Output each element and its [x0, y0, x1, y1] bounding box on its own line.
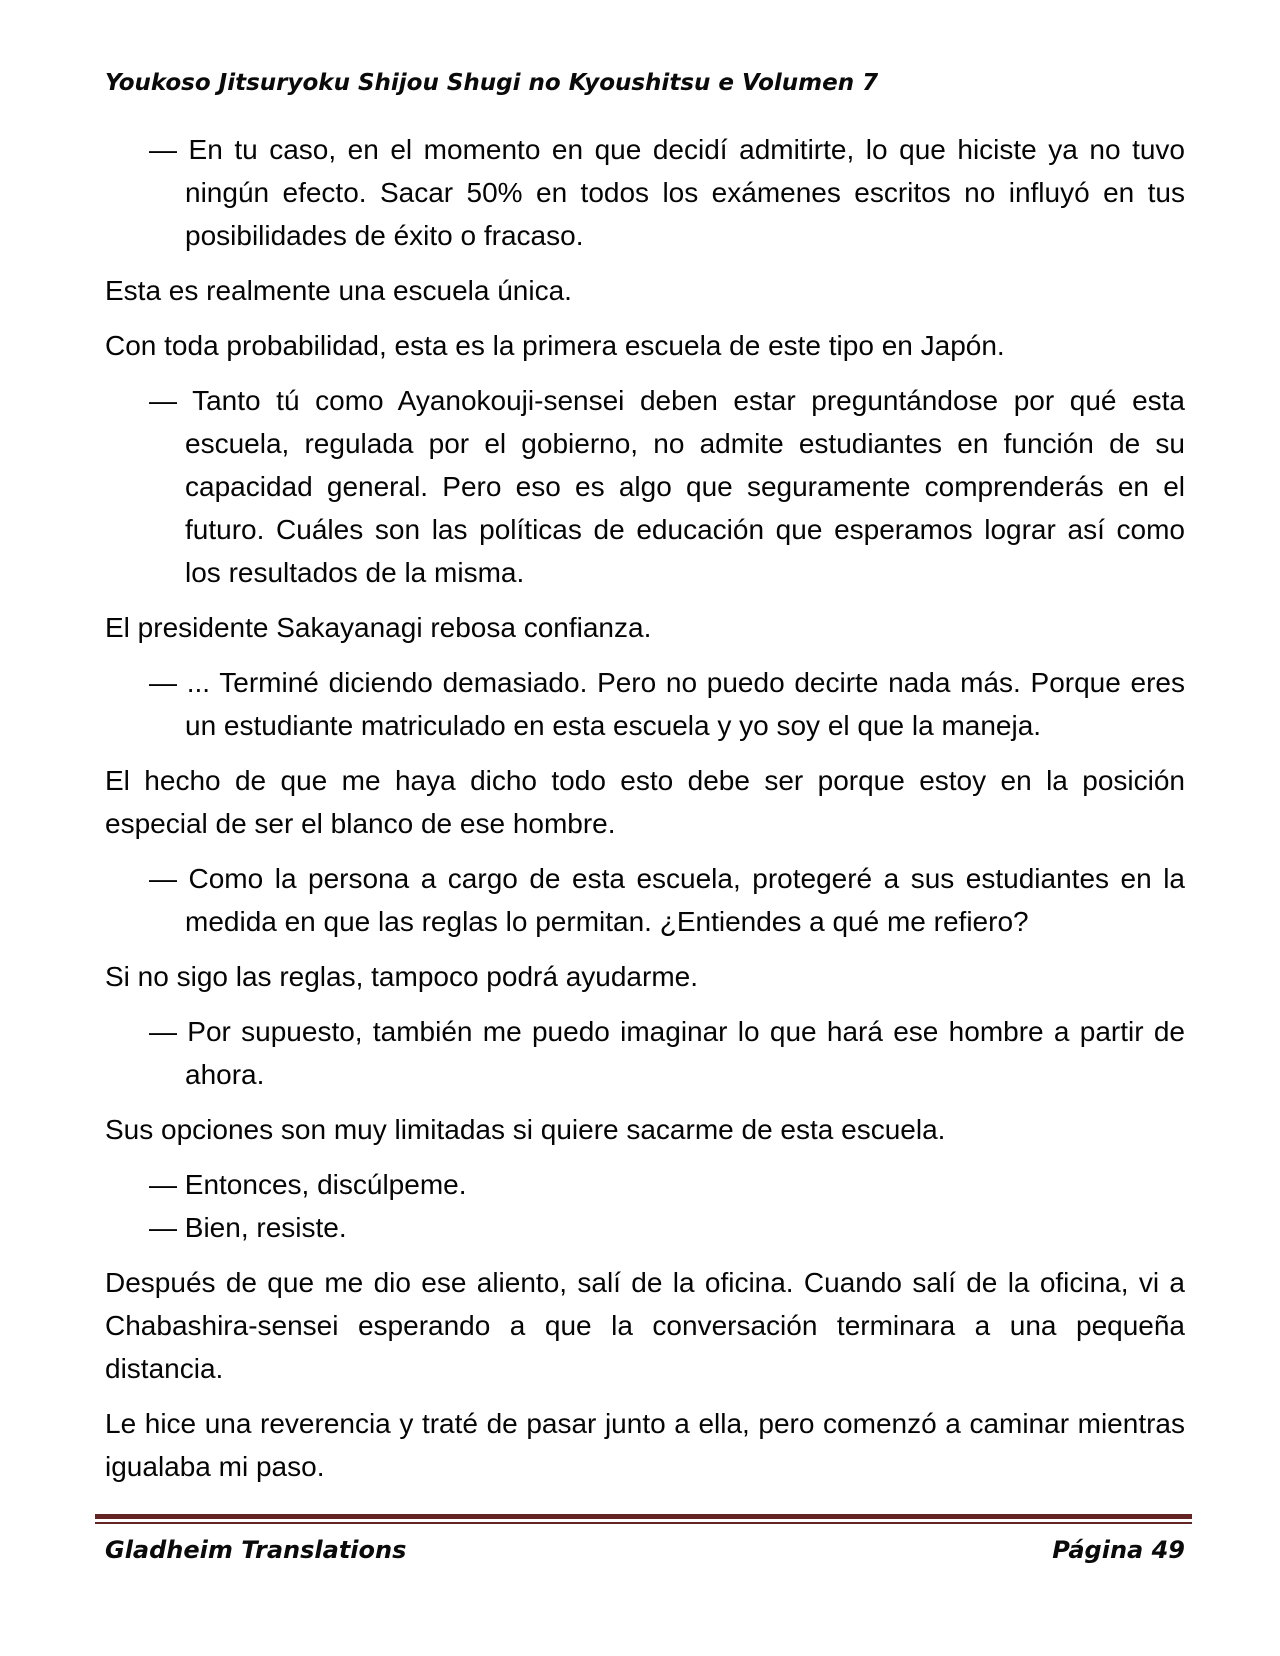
narration-paragraph: El presidente Sakayanagi rebosa confianza.: [105, 612, 652, 643]
page-body: [105, 128, 1185, 1500]
footer-divider-rule: [95, 1514, 1192, 1524]
narration-paragraph: Le hice una reverencia y traté de pasar junto a ella, pero comenzó a caminar mientras igualaba mi paso.: [105, 1408, 1185, 1482]
narration-paragraph: Con toda probabilidad, esta es la primera escuela de este tipo en Japón.: [105, 330, 1005, 361]
dialogue-line: — Entonces, discúlpeme.: [149, 1169, 467, 1200]
narration-paragraph: Si no sigo las reglas, tampoco podrá ayudarme.: [105, 961, 698, 992]
narration-paragraph: El hecho de que me haya dicho todo esto debe ser porque estoy en la posición especial de ser el blanco de ese hombre.: [105, 765, 1185, 839]
dialogue-paragraph: — Por supuesto, también me puedo imaginar lo que hará ese hombre a partir de ahora.: [149, 1016, 1185, 1090]
page-footer: [105, 1536, 1185, 1564]
dialogue-paragraph: — Como la persona a cargo de esta escuela, protegeré a sus estudiantes en la medida en que las reglas lo permitan. ¿Entiendes a qué me refiero?: [149, 863, 1185, 937]
dialogue-paragraph: — Tanto tú como Ayanokouji-sensei deben estar preguntándose por qué esta escuela, regulada por el gobierno, no admite estudiantes en función de su capacidad general. Pero eso es algo que seguramente comprenderás en el futuro. Cuáles son las políticas de educación que esperamos lograr así como los resultados de la misma.: [149, 385, 1185, 588]
dialogue-paragraph: — ... Terminé diciendo demasiado. Pero no puedo decirte nada más. Porque eres un estudiante matriculado en esta escuela y yo soy el que la maneja.: [149, 667, 1185, 741]
dialogue-line: — Bien, resiste.: [149, 1212, 347, 1243]
narration-paragraph: Después de que me dio ese aliento, salí de la oficina. Cuando salí de la oficina, vi a Chabashira-sensei esperando a que la conversación terminara a una pequeña distancia.: [105, 1267, 1185, 1384]
footer-page-number: Página 49: [1052, 1536, 1185, 1564]
narration-paragraph: Sus opciones son muy limitadas si quiere sacarme de esta escuela.: [105, 1114, 946, 1145]
footer-translator-credit: Gladheim Translations: [105, 1536, 407, 1564]
dialogue-paragraph: — En tu caso, en el momento en que decidí admitirte, lo que hiciste ya no tuvo ningún efecto. Sacar 50% en todos los exámenes escritos no influyó en tus posibilidades de éxito o fracaso.: [149, 134, 1185, 251]
page-header-title: Youkoso Jitsuryoku Shijou Shugi no Kyoushitsu e Volumen 7: [105, 70, 879, 96]
dialogue-pair: [105, 1163, 1185, 1249]
page-header: [105, 70, 1185, 96]
narration-paragraph: Esta es realmente una escuela única.: [105, 275, 572, 306]
